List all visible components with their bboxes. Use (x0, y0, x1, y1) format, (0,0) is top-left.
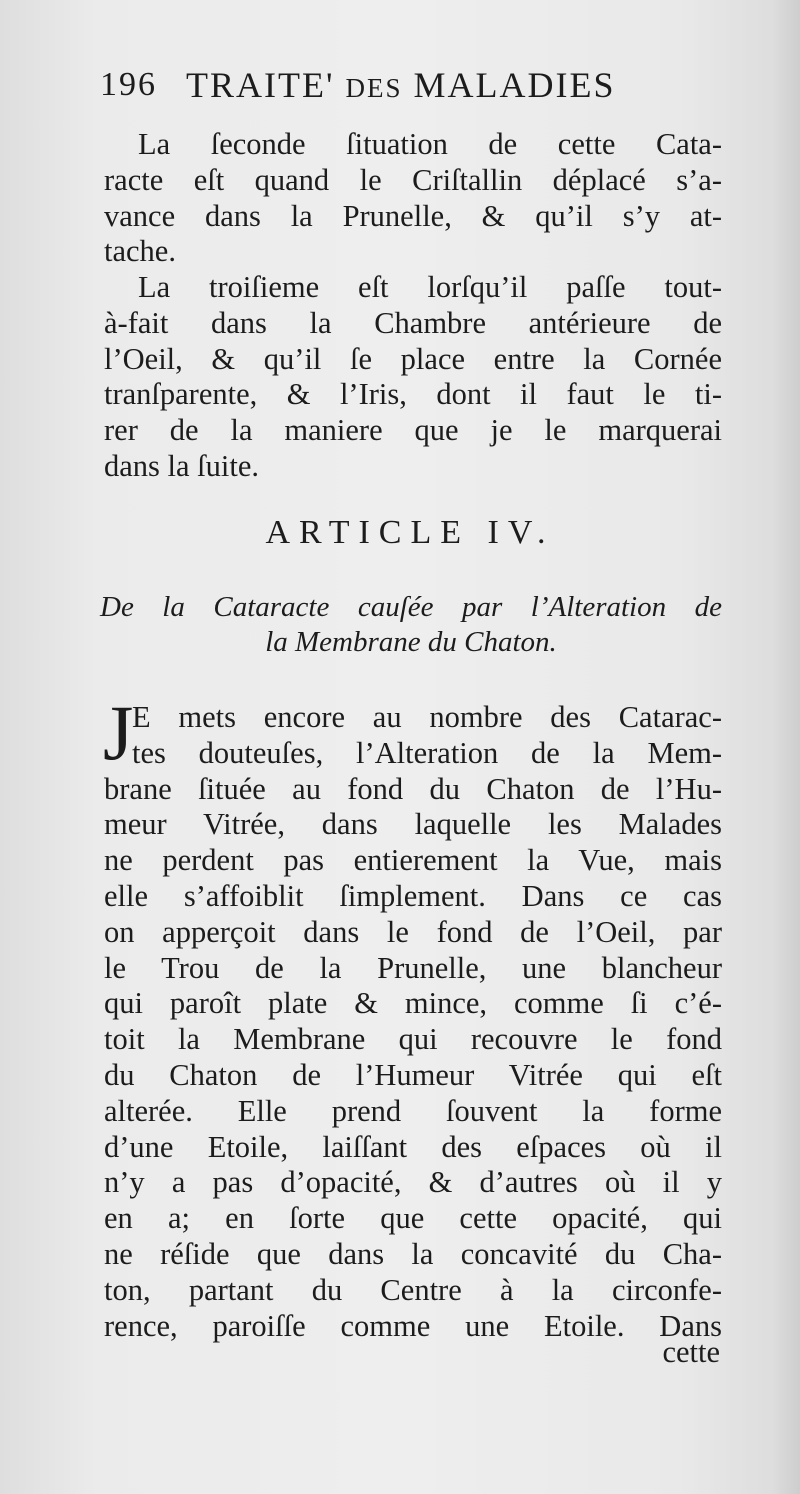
text-line: alterée. Elle prend ſouvent la forme (104, 1093, 722, 1128)
text-line: rence, paroiſſe comme une Etoile. Dans (104, 1308, 722, 1343)
text-line: La troiſieme eſt lorſqu’il paſſe tout- (138, 270, 722, 304)
text-line: rer de la maniere que je le marquerai (104, 413, 722, 448)
text-line: n’y a pas d’opacité, & d’autres où il y (104, 1165, 722, 1200)
text-line: ne perdent pas entierement la Vue, mais (104, 843, 722, 878)
paragraph-3 (104, 700, 722, 1344)
text-line: elle s’affoiblit ſimplement. Dans ce cas (104, 878, 722, 913)
text-line: toit la Membrane qui recouvre le fond (104, 1022, 722, 1057)
article-heading: ARTICLE IV. (265, 514, 555, 551)
text-line: tache. (104, 234, 176, 269)
paragraph-2 (104, 270, 722, 485)
text-line: tranſparente, & l’Iris, dont il faut le ti- (104, 377, 722, 412)
running-header (100, 58, 720, 106)
page-edge-shadow (772, 0, 800, 1494)
paragraph-1 (104, 127, 722, 270)
text-line: ton, partant du Centre à la circonfe- (104, 1272, 722, 1307)
subtitle-line: la Membrane du Chaton. (265, 626, 557, 658)
text-line: d’une Etoile, laiſſant des eſpaces où il (104, 1129, 722, 1164)
running-title (186, 64, 615, 106)
text-line: vance dans la Prunelle, & qu’il s’y at- (104, 198, 722, 233)
text-line: ne réſide que dans la concavité du Cha- (104, 1236, 722, 1271)
text-line: l’Oeil, & qu’il ſe place entre la Cornée (104, 341, 722, 376)
text-line: à-fait dans la Chambre antérieure de (104, 305, 722, 340)
text-line: qui paroît plate & mince, comme ſi c’é- (104, 986, 722, 1021)
text-line: tes douteuſes, l’Alteration de la Mem- (132, 735, 722, 770)
catchword: cette (662, 1335, 720, 1369)
subtitle-line: De la Cataracte cauſée par l’Alteration de (100, 591, 722, 623)
drop-cap: J (103, 689, 134, 776)
text-line: du Chaton de l’Humeur Vitrée qui eſt (104, 1057, 722, 1092)
page-number: 196 (100, 66, 157, 103)
running-title-part2: MALADIES (413, 65, 616, 105)
text-line: en a; en ſorte que cette opacité, qui (104, 1201, 722, 1236)
text-line: meur Vitrée, dans laquelle les Malades (104, 807, 722, 842)
running-title-small: DES (345, 73, 403, 103)
text-line: E mets encore au nombre des Catarac- (132, 700, 722, 734)
text-line: brane ſituée au fond du Chaton de l’Hu- (104, 771, 722, 806)
text-line: dans la ſuite. (104, 448, 260, 483)
text-line: La ſeconde ſituation de cette Cata- (138, 127, 722, 161)
running-title-part1: TRAITE (186, 65, 326, 105)
text-line: racte eſt quand le Criſtallin déplacé s’a- (104, 162, 722, 197)
text-line: le Trou de la Prunelle, une blancheur (104, 950, 722, 985)
article-subtitle (100, 590, 722, 660)
text-line: on apperçoit dans le fond de l’Oeil, par (104, 914, 722, 949)
running-title-accent: ' (325, 65, 335, 105)
